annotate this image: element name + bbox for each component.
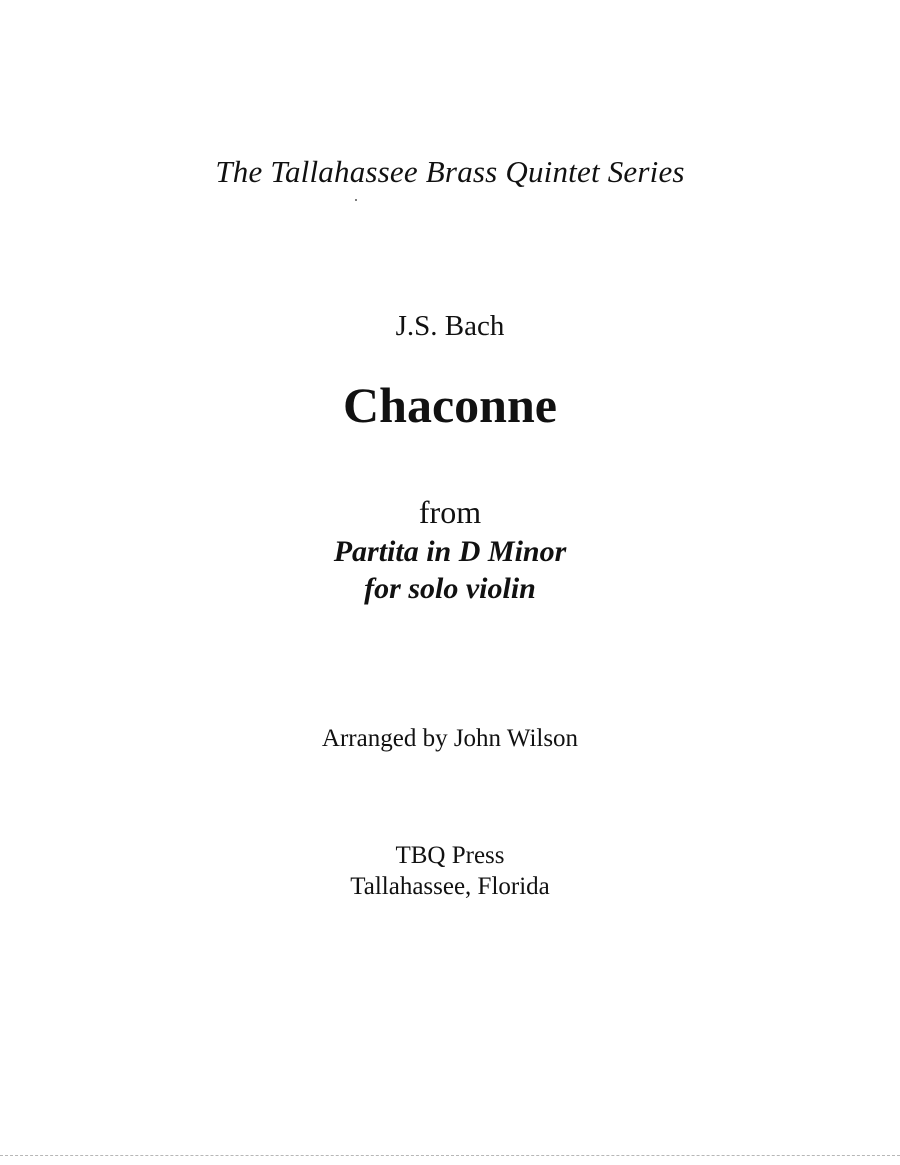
from-label: from (418, 494, 482, 530)
work-title: Chaconne (343, 377, 557, 433)
publisher-location: Tallahassee, Florida (350, 873, 550, 900)
scan-bottom-edge (0, 1155, 900, 1158)
arranger-credit: Arranged by John Wilson (321, 725, 579, 752)
scan-speck (355, 199, 357, 201)
source-work-title: Partita in D Minor (333, 535, 567, 568)
series-title: The Tallahassee Brass Quintet Series (215, 154, 685, 189)
instrumentation: for solo violin (364, 572, 536, 605)
composer-name: J.S. Bach (395, 310, 505, 342)
publisher-name: TBQ Press (395, 842, 505, 869)
